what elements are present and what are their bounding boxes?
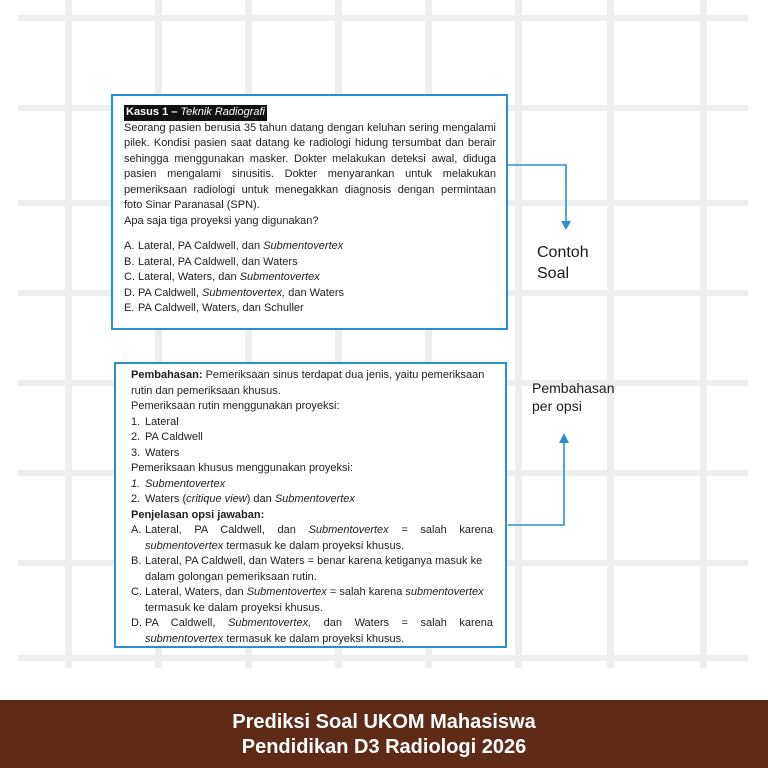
routine-item: 2. PA Caldwell <box>131 431 203 443</box>
footer-banner <box>0 700 768 768</box>
discussion-intro: Pembahasan: Pemeriksaan sinus terdapat dua jenis, yaitu pemeriksaan rutin dan pemeriksaan khusus. <box>131 369 485 397</box>
special-heading: Pemeriksaan khusus menggunakan proyeksi: <box>131 462 353 474</box>
arrow-up-icon <box>559 433 569 443</box>
option-b: B. Lateral, PA Caldwell, dan Waters <box>124 255 298 268</box>
routine-item: 1. Lateral <box>131 415 179 428</box>
routine-item: 3. Waters <box>131 446 180 459</box>
arrow-down-icon <box>561 221 571 230</box>
option-a: A. Lateral, PA Caldwell, dan Submentovertex <box>124 240 344 252</box>
arrow-to-example-label <box>508 165 566 222</box>
discussion-card <box>114 362 507 648</box>
explanation-b: B. Lateral, PA Caldwell, dan Waters = benar karena ketiganya masuk ke dalam golongan pemeriksaan rutin. <box>131 555 483 583</box>
explanation-c: C. Lateral, Waters, dan Submentovertex = salah karena submentovertex termasuk ke dalam proyeksi khusus. <box>131 586 484 614</box>
option-c: C. Lateral, Waters, dan Submentovertex <box>124 271 320 283</box>
arrow-to-per-option-label <box>508 442 564 525</box>
question-ask: Apa saja tiga proyeksi yang digunakan? <box>124 214 319 227</box>
special-item: 2. Waters (critique view) dan Submentovertex <box>131 493 355 505</box>
footer-title-line1: Prediksi Soal UKOM Mahasiswa <box>232 711 536 733</box>
option-d: D. PA Caldwell, Submentovertex, dan Waters <box>124 286 345 299</box>
routine-heading: Pemeriksaan rutin menggunakan proyeksi: <box>131 400 340 412</box>
option-e: E. PA Caldwell, Waters, dan Schuller <box>124 302 304 314</box>
footer-title-line2: Pendidikan D3 Radiologi 2026 <box>241 736 527 758</box>
question-text: Seorang pasien berusia 35 tahun datang dengan keluhan sering mengalami pilek. Kondisi pasien saat datang ke radiologi hidung tersumbat dan berair sehingga menggunakan masker. Dokter melakukan deteksi awal, diduga pasien mengalami sinusitis. Dokter menyarankan untuk melakukan pemeriksaan radiologi untuk menegakkan diagnosis dengan permintaan foto Sinar Paranasal (SPN). <box>124 121 496 211</box>
explanation-a: A. Lateral, PA Caldwell, dan Submentovertex = salah karena submentovertex termasuk ke dalam proyeksi khusus. <box>131 524 493 552</box>
per-option-discussion-label: Pembahasan per opsi <box>532 380 615 414</box>
case-heading: Kasus 1 – Teknik Radiografi <box>124 105 496 121</box>
explanation-heading: Penjelasan opsi jawaban: <box>131 508 265 521</box>
example-question-label: Contoh Soal <box>537 244 589 282</box>
question-card <box>111 94 508 330</box>
special-item: 1. Submentovertex <box>131 477 226 490</box>
explanation-d: D. PA Caldwell, Submentovertex, dan Waters = salah karena submentovertex termasuk ke dalam proyeksi khusus. <box>131 617 494 645</box>
